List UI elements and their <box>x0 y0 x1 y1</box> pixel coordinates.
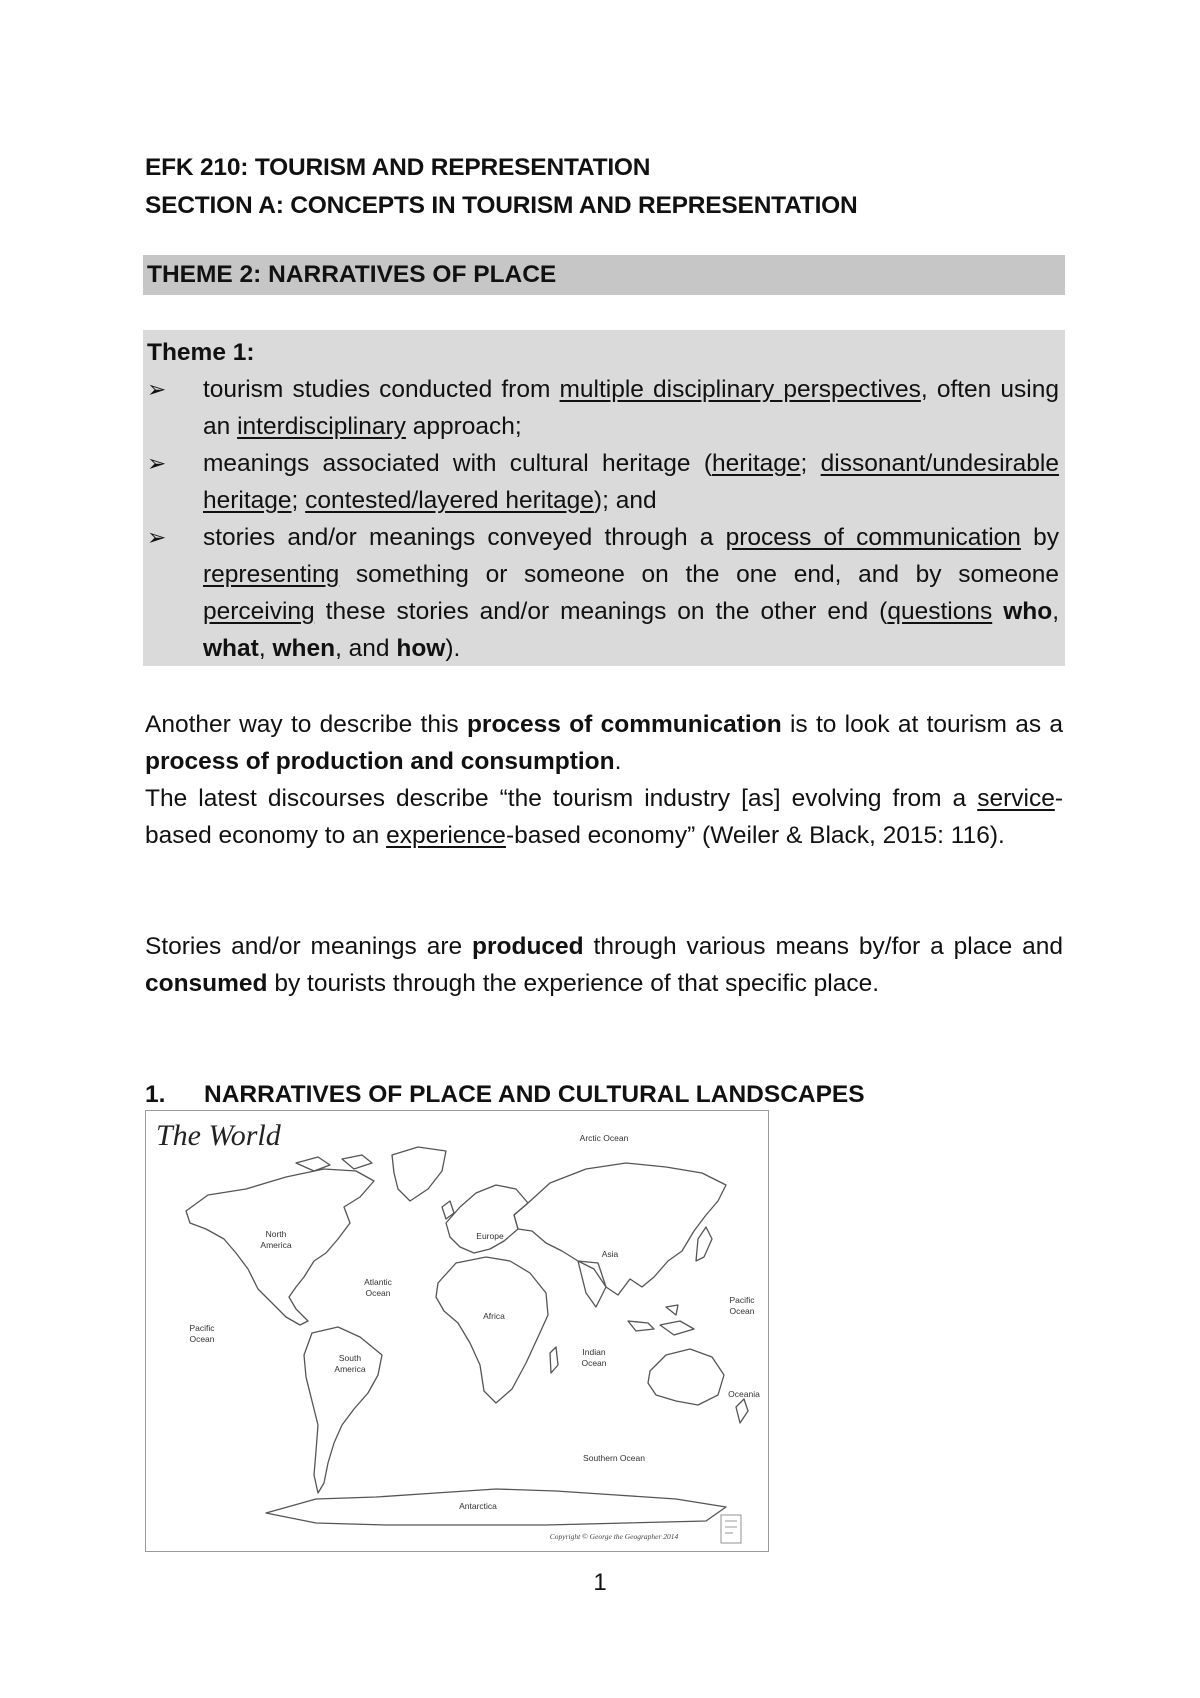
map-copyright: Copyright © George the Geographer 2014 <box>549 1532 679 1541</box>
bullet-text: meanings associated with cultural heritage ( <box>203 450 712 477</box>
asia-shape <box>514 1163 726 1295</box>
world-map <box>146 1111 767 1550</box>
south-america-label: South <box>338 1353 362 1363</box>
bold-term: produced <box>472 933 584 960</box>
document-header <box>145 149 858 225</box>
theme-heading-bar: THEME 2: NARRATIVES OF PLACE <box>143 255 1065 295</box>
underlined-term: contested/layered heritage <box>305 487 594 514</box>
underlined-term: experience <box>386 822 506 849</box>
underlined-term: representing <box>203 561 340 588</box>
bullet-text: ; <box>800 450 821 477</box>
pacific-ocean-label-west: Pacific <box>189 1323 215 1333</box>
bullet-text: tourism studies conducted from <box>203 376 560 403</box>
australia-shape <box>648 1349 724 1405</box>
map-title: The World <box>156 1119 281 1152</box>
new-zealand-shape <box>736 1399 748 1423</box>
bullet-text: stories and/or meanings conveyed through a <box>203 524 726 551</box>
bold-term: who <box>1003 598 1053 625</box>
atlantic-ocean-label: Atlantic <box>364 1277 392 1287</box>
arctic-islands-shape <box>296 1155 372 1171</box>
theme1-summary-box <box>143 330 1065 666</box>
arctic-ocean-label: Arctic Ocean <box>579 1133 629 1143</box>
underlined-term: dissonant/undesirable heritage <box>203 450 1059 514</box>
bullet-text: something or someone on the one end, and by someone <box>339 561 1059 588</box>
paragraph-text: is to look at tourism as a <box>781 711 1063 738</box>
paragraph-text: -based economy to an <box>145 785 1063 849</box>
section-title-text: NARRATIVES OF PLACE AND CULTURAL LANDSCAPES <box>204 1081 865 1108</box>
bullet-text: , <box>258 635 273 662</box>
bullet-text: , and <box>335 635 397 662</box>
arrow-bullet-icon: ➢ <box>147 450 167 476</box>
bullet-text: ); and <box>593 487 657 514</box>
underlined-term: heritage <box>711 450 801 477</box>
paragraph-discourses <box>145 780 1063 854</box>
section-number: 1. <box>145 1081 166 1108</box>
paragraph-production-consumption <box>145 706 1063 780</box>
antarctica-label: Antarctica <box>459 1501 497 1511</box>
madagascar-shape <box>550 1347 558 1373</box>
page-number: 1 <box>593 1569 607 1596</box>
paragraph-text: The latest discourses describe “the tourism industry [as] evolving from a <box>145 785 978 812</box>
southern-ocean-label: Southern Ocean <box>583 1453 645 1463</box>
course-title: EFK 210: TOURISM AND REPRESENTATION <box>145 154 651 181</box>
pacific-ocean-label-east: Pacific <box>729 1295 755 1305</box>
south-america-shape <box>304 1327 382 1493</box>
paragraph-text: Another way to describe this <box>145 711 467 738</box>
copyright-stamp-icon <box>721 1515 741 1543</box>
bullet-text <box>992 598 1003 625</box>
arrow-bullet-icon: ➢ <box>147 376 167 402</box>
paragraph-text: -based economy” (Weiler & Black, 2015: 116). <box>505 822 1005 849</box>
africa-shape <box>436 1257 548 1403</box>
europe-label: Europe <box>476 1231 504 1241</box>
underlined-term: perceiving <box>203 598 315 625</box>
paragraph-text: by tourists through the experience of that specific place. <box>267 970 880 997</box>
indian-ocean-label: Ocean <box>581 1358 607 1368</box>
paragraph-text: through various means by/for a place and <box>583 933 1063 960</box>
north-america-label: America <box>260 1240 292 1250</box>
south-america-label: America <box>334 1364 366 1374</box>
underlined-term: process of communication <box>725 524 1021 551</box>
bullet-text: , <box>1052 598 1059 625</box>
section-title: SECTION A: CONCEPTS IN TOURISM AND REPRESENTATION <box>145 192 858 219</box>
theme1-bullet-list <box>147 371 1059 667</box>
bold-term: process of production and consumption <box>145 748 615 775</box>
indonesia-shape <box>628 1305 694 1335</box>
underlined-term: service <box>977 785 1055 812</box>
bullet-text: approach; <box>405 413 522 440</box>
bullet-text: , often using an <box>203 376 1059 440</box>
underlined-term: interdisciplinary <box>237 413 406 440</box>
bullet-text: ). <box>445 635 461 662</box>
paragraph-text: . <box>614 748 622 775</box>
list-item <box>147 519 1059 667</box>
bullet-text: by <box>1020 524 1059 551</box>
underlined-term: multiple disciplinary perspectives <box>559 376 921 403</box>
paragraph-text: Stories and/or meanings are <box>145 933 473 960</box>
bold-term: process of communication <box>466 711 782 738</box>
bold-term: what <box>203 635 259 662</box>
indian-ocean-label: Indian <box>582 1347 606 1357</box>
bullet-text: these stories and/or meanings on the other end ( <box>314 598 888 625</box>
section-heading <box>145 1076 865 1113</box>
list-item <box>147 371 1059 445</box>
bold-term: consumed <box>145 970 268 997</box>
underlined-term: questions <box>887 598 993 625</box>
greenland-shape <box>392 1147 446 1201</box>
africa-label: Africa <box>483 1311 505 1321</box>
bold-term: when <box>272 635 336 662</box>
list-item <box>147 445 1059 519</box>
pacific-ocean-label-west: Ocean <box>189 1334 215 1344</box>
paragraph-stories <box>145 928 1063 1002</box>
theme1-heading: Theme 1: <box>147 339 255 366</box>
japan-shape <box>696 1227 712 1261</box>
world-map-figure <box>145 1110 769 1552</box>
bold-term: how <box>396 635 446 662</box>
north-america-label: North <box>265 1229 287 1239</box>
asia-label: Asia <box>601 1249 619 1259</box>
pacific-ocean-label-east: Ocean <box>729 1306 755 1316</box>
arrow-bullet-icon: ➢ <box>147 524 167 550</box>
atlantic-ocean-label: Ocean <box>365 1288 391 1298</box>
oceania-label: Oceania <box>728 1389 760 1399</box>
bullet-text: ; <box>291 487 306 514</box>
